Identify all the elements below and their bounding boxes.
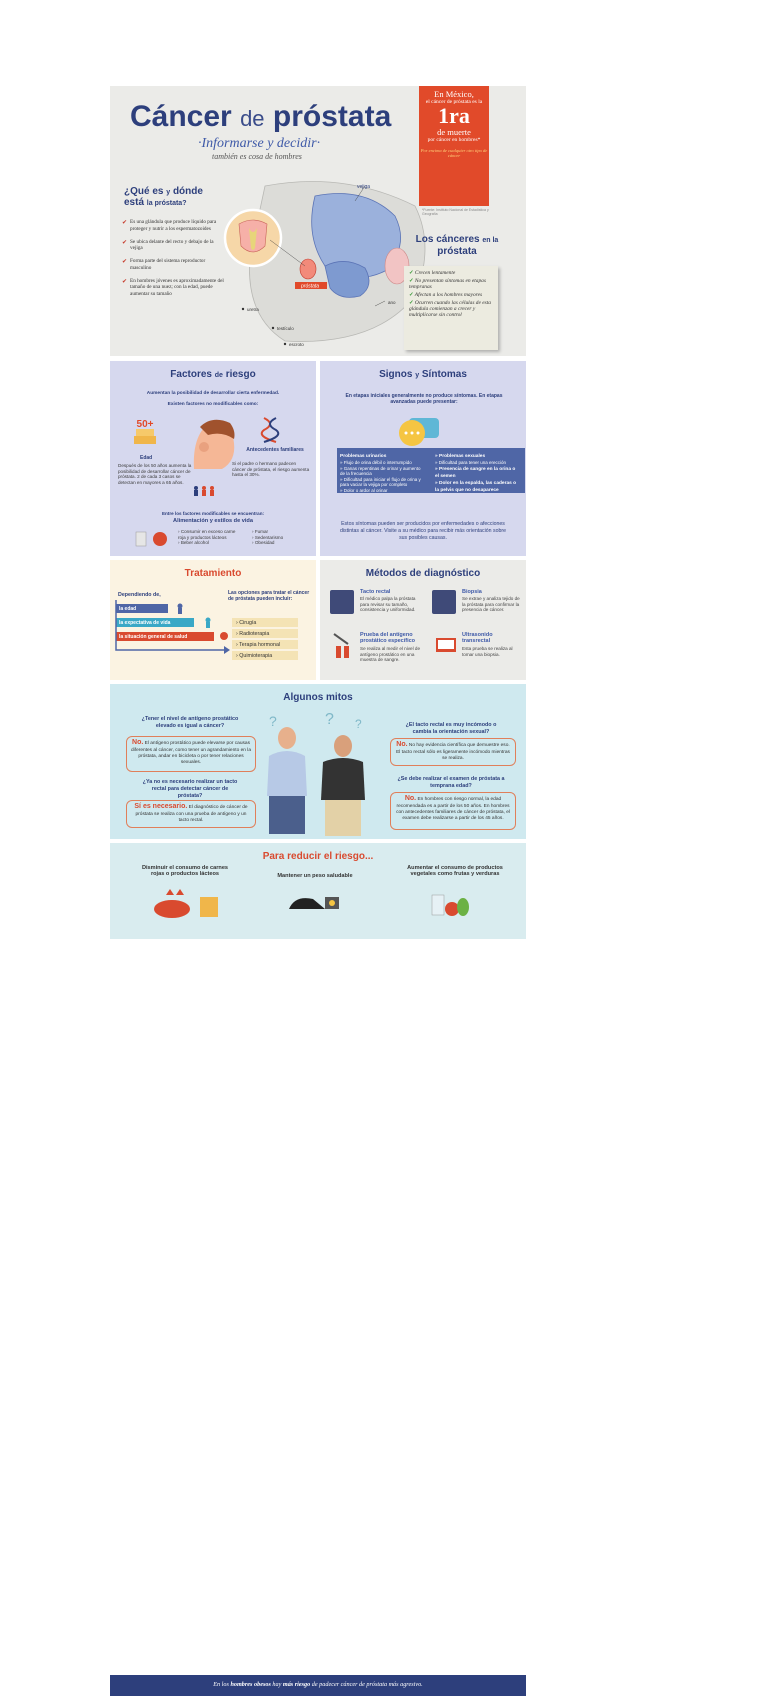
- reducir-title: Para reducir el riesgo...: [262, 851, 374, 862]
- fruits-icon: [430, 887, 470, 919]
- list-item: ✔ Forma parte del sistema reproductor masculino: [122, 258, 206, 271]
- list-item: ✔ En hombres jóvenes es aproximadamente del tamaño de una nuez; con la edad, puede aumentar su tamaño: [122, 277, 224, 297]
- dna-icon: [260, 416, 280, 444]
- canceres-title: Los cánceres en la próstata: [415, 234, 499, 257]
- tratamiento-section: Tratamiento Dependiendo de, la edad la expectativa de vida la situación general de salud Las opciones para tratar el cáncer de próstata pueden incluir: › Cirugía › Radioterapia › Terapia hormonal › Quimioterapia: [110, 560, 316, 680]
- biopsy-icon: [432, 590, 456, 614]
- list-item: ✔ Es una glándula que produce líquido para proteger y nutrir a los espermatozoides: [122, 219, 217, 232]
- list-item: › Cirugía: [232, 618, 298, 627]
- intro-section: [110, 86, 526, 356]
- habits-list-2: › Fumar › Sedentarismo › Obesidad: [252, 529, 284, 546]
- signos-title: Signos y Síntomas: [379, 369, 467, 380]
- doctor-icon: [330, 590, 354, 614]
- signos-section: Signos y Síntomas En etapas iniciales generalmente no produce síntomas. En etapas avanzadas puede presentar: Problemas urinarios » Flujo de orina débil o interrumpido » Ganas repentinas de orinar y aumento de la frecuencia » Dificultad para iniciar el flujo de orina y para vaciar la vejiga por completo » Dolor o ardor al orinar » Problemas sexuales » Dificultad para tener una erección » Presencia de sangre en la orina o el semen » Dolor en la espalda, las caderas o la pelvis que no desaparece Estos síntomas pueden ser producidos por enfermedades o afecciones distintas al cáncer. Visite a su médico para recibir más orientación sobre sus posibles causas.: [320, 361, 526, 556]
- list-item: ✓ Afectan a los hombres mayores: [409, 292, 483, 298]
- diagnostico-title: Métodos de diagnóstico: [365, 568, 481, 579]
- list-item: ✓ Crecen lentamente: [409, 270, 456, 276]
- birthday-cake-icon: [130, 416, 160, 452]
- page-subtitle: ·Informarse y decidir·: [198, 136, 321, 151]
- label-ano: ano: [388, 300, 396, 305]
- rank-stat: 1ra: [438, 103, 470, 129]
- mexico-stat-box: En México, el cáncer de próstata es la 1ra de muerte por cáncer en hombres* Por encima de cualquier otro tipo de cáncer: [419, 86, 489, 206]
- meat-dairy-icon: [150, 887, 230, 919]
- blood-test-icon: [332, 632, 354, 660]
- page-tagline: también es cosa de hombres: [212, 152, 302, 161]
- tratamiento-title: Tratamiento: [184, 568, 242, 579]
- list-item: › Terapia hormonal: [232, 640, 298, 649]
- que-es-title: ¿Qué es y dónde está la próstata?: [124, 186, 203, 208]
- list-item: ✓ Ocurren cuando las células de esta glándula comienzan a crecer y multiplicarse sin control: [409, 300, 491, 318]
- label-escroto: escroto: [289, 342, 304, 347]
- people-icon: [192, 485, 216, 497]
- sintomas-box: Problemas urinarios » Flujo de orina débil o interrumpido » Ganas repentinas de orinar y aumento de la frecuencia » Dificultad para iniciar el flujo de orina y para vaciar la vejiga por completo » Dolor o ardor al orinar » Problemas sexuales » Dificultad para tener una erección » Presencia de sangre en la orina o el semen » Dolor en la espalda, las caderas o la pelvis que no desaparece: [337, 448, 525, 493]
- canceres-note: [404, 266, 498, 350]
- infographic-poster: [110, 86, 526, 1688]
- svg-text:?: ?: [269, 713, 277, 729]
- label-testiculo: testículo: [277, 326, 294, 331]
- treatment-arrow: [114, 598, 234, 658]
- factores-section: Factores de riesgo Aumentan la posibilidad de desarrollar cierta enfermedad. Existen factores no modificables como: 50+ Edad Antecedentes familiares Después de los 50 años aumenta la posibilidad de desarrollar cáncer de próstata. 2 de cada 3 casos se detectan en mayores a 65 años. Si el padre o hermano padecen cáncer de próstata, el riesgo aumenta hasta el 30%. Entre los factores modificables se encuentran: Alimentación y estilos de vida › Consumir en exceso carne roja y productos lácteos › Beber alcohol › Fumar › Sedentarismo › Obesidad: [110, 361, 316, 556]
- page-title: Cáncer de próstata: [130, 100, 392, 133]
- food-icon: [134, 528, 174, 548]
- list-item: ✓ No presentan síntomas en etapas tempranas: [409, 278, 486, 290]
- sneakers-icon: [285, 887, 355, 917]
- label-uretra: uretra: [247, 307, 259, 312]
- mitos-section: Algunos mitos ¿Tener el nivel de antígeno prostático elevado es igual a cáncer? No. El antígeno prostático puede elevarse por causas diferentes al cáncer, como tener un agrandamiento en la próstata, andar en bicicleta o por tener relaciones sexuales. ¿Ya no es necesario realizar un tacto rectal para detectar cáncer de próstata? Sí es necesario. El diagnóstico de cáncer de próstata se realiza con una prueba de antígeno y un tacto rectal. ? ? ? ¿El tacto rectal es muy incómodo o cambia la orientación sexual? No. No hay evidencia científica que demuestre eso. El tacto rectal sólo es ligeramente incómodo mientras se realiza. ¿Se debe realizar el examen de próstata a temprana edad? No. En hombres con riesgo normal, la edad recomendada es a partir de los 50 años. En hombres con antecedentes familiares de cáncer de próstata, el examen debe realizarse a partir de los 45 años.: [110, 684, 526, 839]
- habits-list-1: › Consumir en exceso carne roja y productos lácteos › Beber alcohol: [178, 529, 236, 546]
- mitos-title: Algunos mitos: [283, 692, 353, 703]
- list-item: ✔ Se ubica delante del recto y debajo de la vejiga: [122, 238, 214, 252]
- age-badge: 50+: [136, 419, 154, 430]
- speech-bubble-icon: [395, 418, 445, 448]
- list-item: › Quimioterapia: [232, 651, 298, 660]
- two-men-illustration: [255, 706, 385, 839]
- factores-title: Factores de riesgo: [170, 369, 256, 380]
- diagnostico-section: Métodos de diagnóstico Tacto rectal El médico palpa la próstata para revisar su tamaño, consistencia y uniformidad. Biopsia Se extrae y analiza tejido de la próstata para confirmar la presencia de cáncer. Prueba del antígeno prostático específico Se realiza al medir el nivel de antígeno prostático en una muestra de sangre. Ultrasonido transrectal Esta prueba se realiza al tomar una biopsia.: [320, 560, 526, 680]
- que-es-list: [122, 219, 227, 304]
- list-item: › Radioterapia: [232, 629, 298, 638]
- label-vejiga: vejiga: [357, 184, 371, 190]
- reducir-section: Para reducir el riesgo... Disminuir el consumo de carnes rojas o productos lácteos Mantener un peso saludable Aumentar el consumo de productos vegetales como frutas y verduras En los hombres obesos hay más riesgo de padecer cáncer de próstata más agresivo.: [110, 843, 526, 939]
- label-prostata: próstata: [301, 283, 320, 290]
- svg-text:?: ?: [355, 717, 362, 731]
- reducir-footer: En los hombres obesos hay más riesgo de padecer cáncer de próstata más agresivo.: [110, 1675, 526, 1696]
- ultrasound-icon: [434, 634, 458, 654]
- source-note: *Fuente: Instituto Nacional de Estadística y Geografía: [422, 208, 489, 217]
- svg-text:?: ?: [325, 711, 334, 728]
